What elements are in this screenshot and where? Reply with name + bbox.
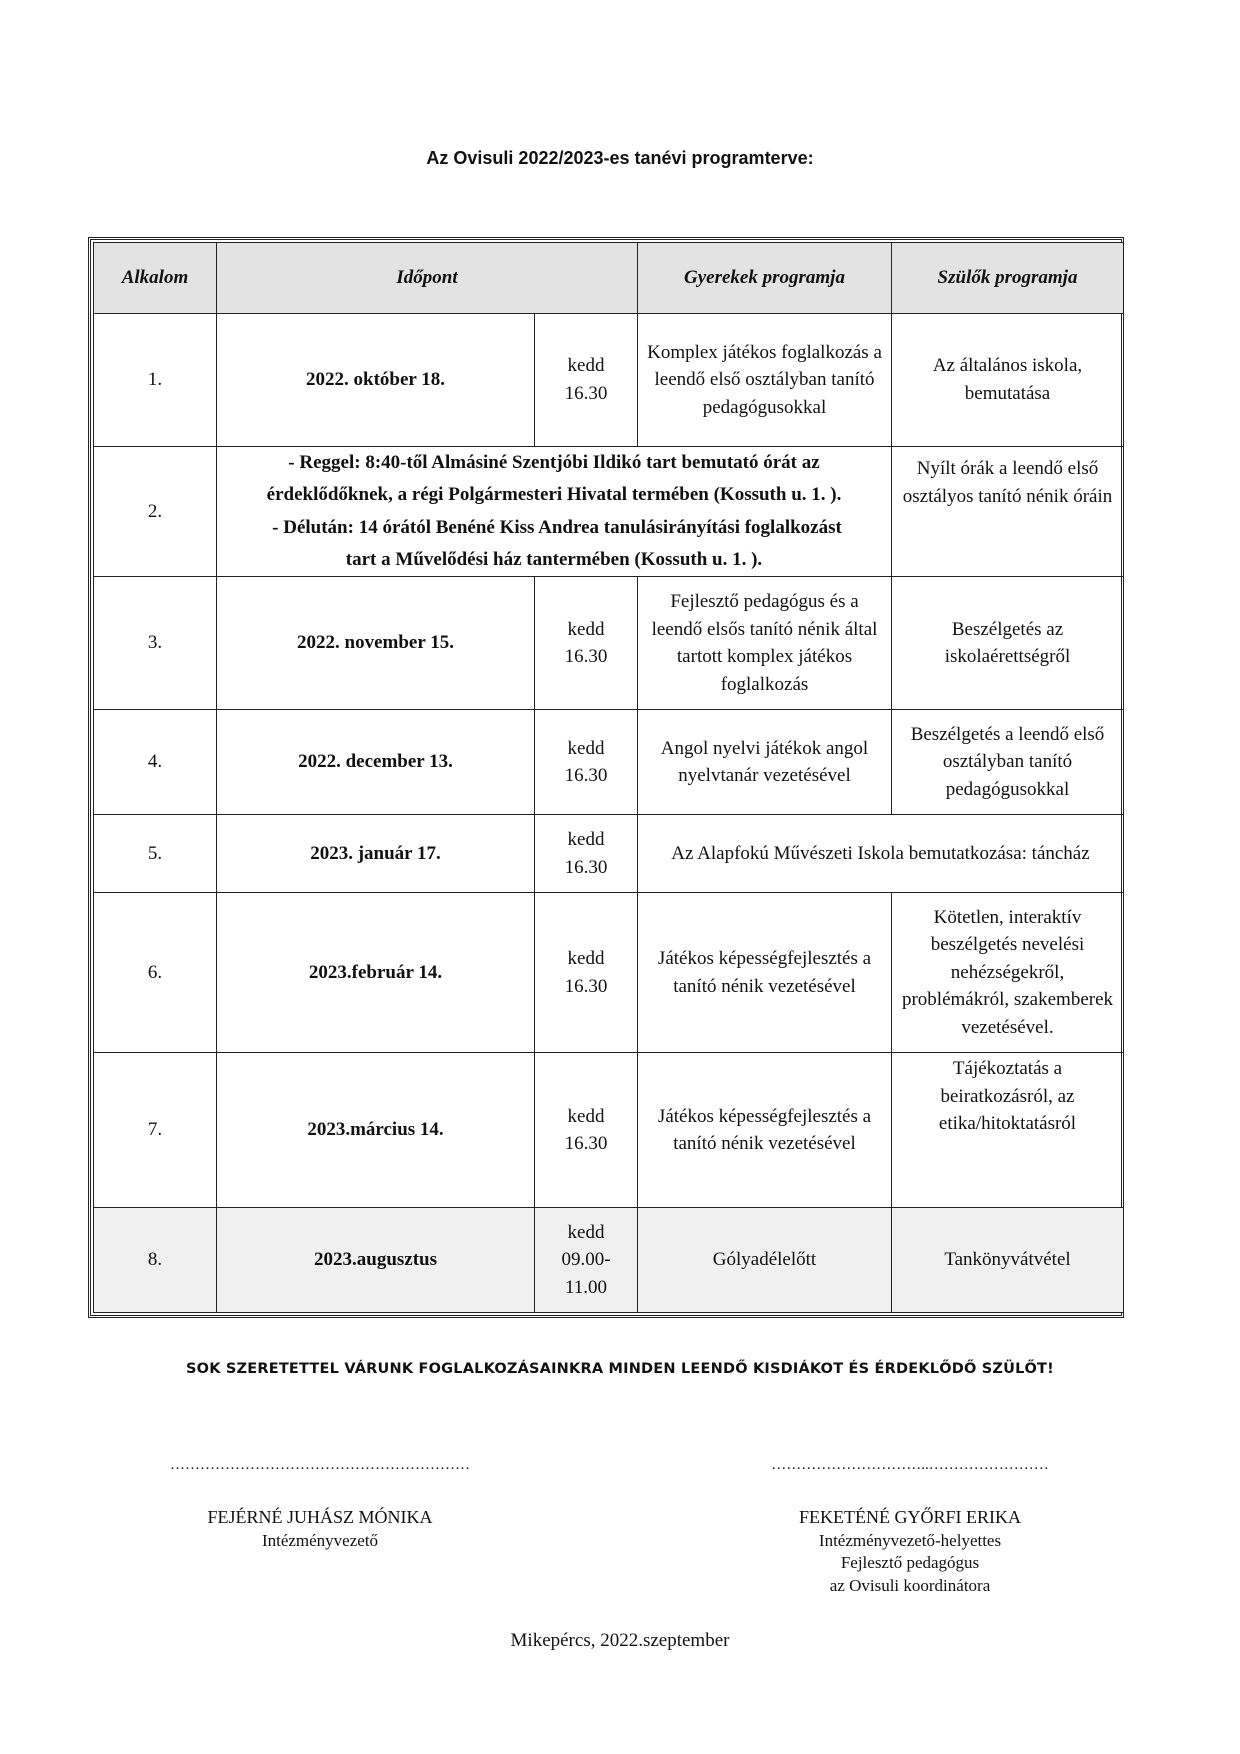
row-number: 5.	[94, 815, 217, 893]
program-table	[93, 242, 1124, 1313]
row-parents-program: Tankönyvátvétel	[892, 1208, 1124, 1313]
row-number: 8.	[94, 1208, 217, 1313]
row-time	[535, 1208, 638, 1313]
header-gyerekek: Gyerekek programja	[638, 243, 892, 314]
description-line: tart a Művelődési ház tantermében (Kossuth u. 1. ).	[345, 548, 763, 570]
row-hour: 16.30	[564, 383, 608, 404]
row-date: 2022. november 15.	[217, 577, 535, 710]
row-day: kedd	[567, 829, 605, 851]
signature-role: Intézményvezető	[261, 1530, 379, 1550]
table-row	[94, 710, 1124, 815]
header-idopont: Időpont	[217, 243, 638, 314]
row-date: 2022. október 18.	[217, 314, 535, 447]
table-row	[94, 577, 1124, 710]
header-szulok: Szülők programja	[892, 243, 1124, 314]
row-number: 6.	[94, 893, 217, 1053]
row-day: kedd	[567, 1221, 605, 1243]
row-children-program: Komplex játékos foglalkozás a leendő első osztályban tanító pedagógusokkal	[638, 314, 892, 447]
row-hour: 16.30	[564, 646, 608, 668]
row-date: 2023.február 14.	[217, 893, 535, 1053]
row-date: 2023.augusztus	[217, 1208, 535, 1313]
signature-line: ……………………………………………………	[170, 1457, 470, 1473]
signature-role: az Ovisuli koordinátora	[829, 1576, 991, 1596]
row-combined-description	[217, 447, 892, 577]
row-number: 4.	[94, 710, 217, 815]
row-time	[535, 893, 638, 1053]
row-time	[535, 710, 638, 815]
row-hour: 16.30	[564, 1133, 608, 1155]
row-time	[535, 815, 638, 893]
row-number: 7.	[94, 1053, 217, 1208]
row-parents-program: Beszélgetés az iskolaérettségről	[892, 577, 1124, 710]
row-number: 2.	[94, 447, 217, 577]
table-row	[94, 893, 1124, 1053]
signature-name: FEJÉRNÉ JUHÁSZ MÓNIKA	[207, 1507, 433, 1528]
row-day: kedd	[567, 618, 605, 640]
description-line: érdeklődőknek, a régi Polgármesteri Hivatal termében (Kossuth u. 1. ).	[266, 484, 842, 506]
signature-role: Fejlesztő pedagógus	[840, 1553, 980, 1573]
row-day: kedd	[567, 1105, 605, 1127]
row-number: 1.	[94, 314, 217, 447]
table-header-row	[94, 243, 1124, 314]
place-and-date: Mikepércs, 2022.szeptember	[510, 1630, 730, 1651]
signature-left	[170, 1455, 470, 1552]
row-parents-program: Az általános iskola, bemutatása	[892, 314, 1124, 447]
row-day: kedd	[567, 737, 605, 759]
row-number: 3.	[94, 577, 217, 710]
signature-name: FEKETÉNÉ GYŐRFI ERIKA	[799, 1507, 1021, 1528]
row-day: kedd	[567, 948, 605, 970]
program-table-frame	[88, 237, 1124, 1318]
row-combined-program: Az Alapfokú Művészeti Iskola bemutatkozása: táncház	[638, 815, 1124, 893]
row-parents-program: Beszélgetés a leendő első osztályban tanító pedagógusokkal	[892, 710, 1124, 815]
row-hour: 16.30	[564, 975, 608, 997]
table-row	[94, 314, 1124, 447]
row-hour: 09.00-11.00	[561, 1249, 611, 1298]
row-children-program: Játékos képességfejlesztés a tanító nénik vezetésével	[638, 893, 892, 1053]
row-parents-program: Tájékoztatás a beiratkozásról, az etika/hitoktatásról	[892, 1053, 1124, 1208]
row-children-program: Angol nyelvi játékok angol nyelvtanár vezetésével	[638, 710, 892, 815]
row-children-program: Fejlesztő pedagógus és a leendő elsős tanító nénik által tartott komplex játékos foglalkozás	[638, 577, 892, 710]
table-row	[94, 1208, 1124, 1313]
header-alkalom: Alkalom	[94, 243, 217, 314]
row-children-program: Játékos képességfejlesztés a tanító nénik vezetésével	[638, 1053, 892, 1208]
description-line: - Reggel: 8:40-től Almásiné Szentjóbi Ildikó tart bemutató órát az	[288, 452, 820, 473]
table-row	[94, 447, 1124, 577]
row-time	[535, 314, 638, 447]
description-line: - Délután: 14 órától Benéné Kiss Andrea tanulásirányítási foglalkozást	[272, 516, 842, 538]
page-title: Az Ovisuli 2022/2023-es tanévi programterve:	[426, 148, 814, 168]
row-date: 2023.március 14.	[217, 1053, 535, 1208]
row-parents-program: Nyílt órák a leendő első osztályos tanító nénik óráin	[892, 447, 1124, 577]
signature-right	[760, 1455, 1060, 1598]
row-hour: 16.30	[564, 765, 608, 787]
row-date: 2023. január 17.	[217, 815, 535, 893]
row-parents-program: Kötetlen, interaktív beszélgetés nevelési nehézségekről, problémákról, szakemberek vezetésével.	[892, 893, 1124, 1053]
row-time	[535, 577, 638, 710]
row-day: kedd	[567, 355, 605, 377]
row-time	[535, 1053, 638, 1208]
footer-invitation: SOK SZERETETTEL VÁRUNK FOGLALKOZÁSAINKRA MINDEN LEENDŐ KISDIÁKOT ÉS ÉRDEKLŐDŐ SZÜLŐT!	[186, 1361, 1054, 1377]
table-row	[94, 1053, 1124, 1208]
signature-role: Intézményvezető-helyettes	[818, 1530, 1002, 1550]
signature-line: …………………………..……………………	[771, 1457, 1049, 1473]
row-hour: 16.30	[564, 856, 608, 878]
row-date: 2022. december 13.	[217, 710, 535, 815]
table-row	[94, 815, 1124, 893]
row-children-program: Gólyadélelőtt	[638, 1208, 892, 1313]
